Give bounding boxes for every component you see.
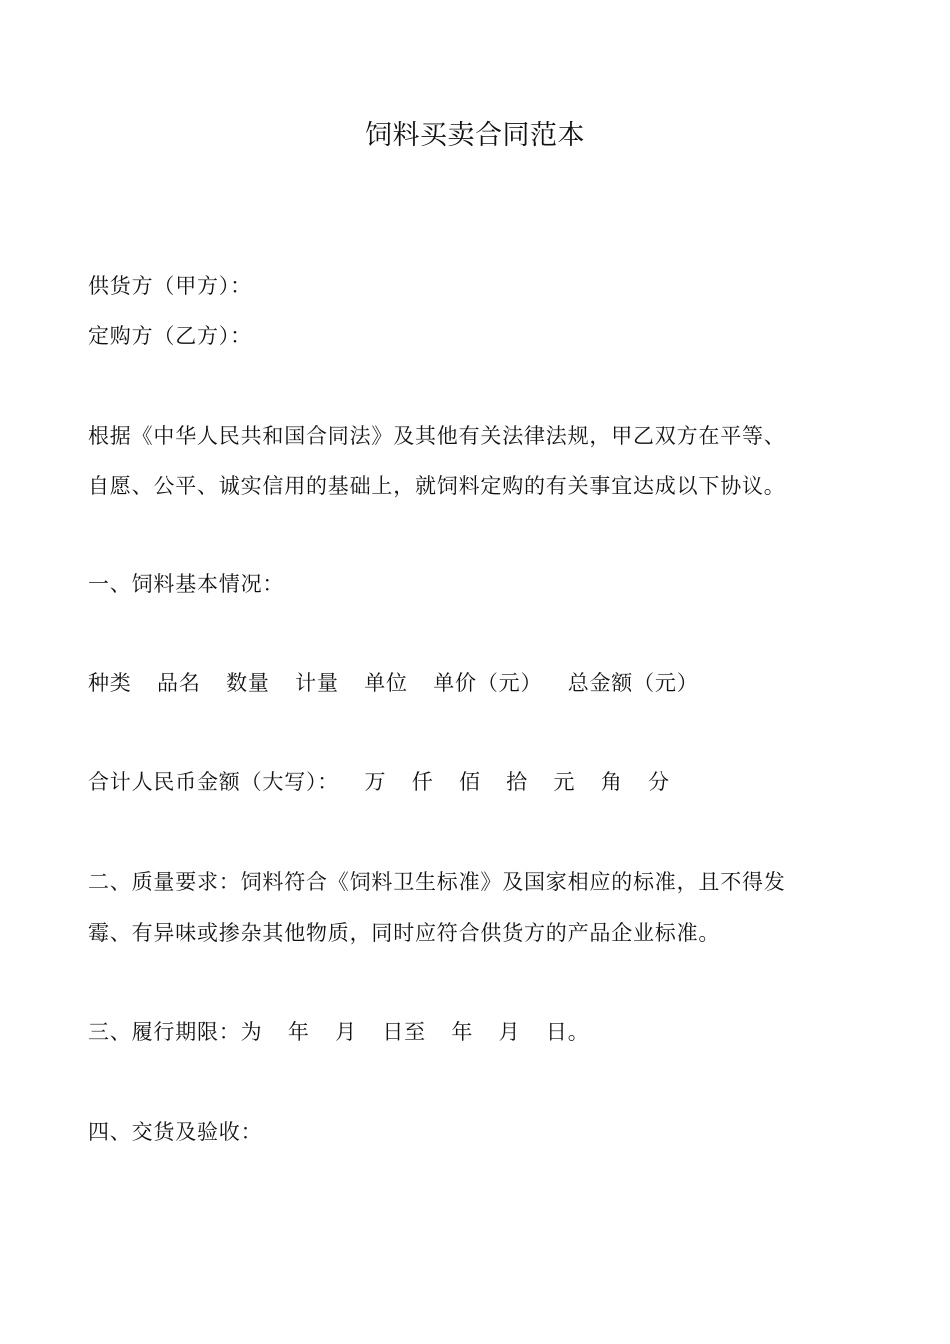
- supplier-label: 供货方（甲方）：: [88, 274, 252, 298]
- section-1-heading: 一、饲料基本情况：: [88, 572, 285, 596]
- total-amount-line: 合计人民币金额（大写）： 万 仟 佰 拾 元 角 分: [88, 770, 670, 794]
- document-title: 饲料买卖合同范本: [365, 120, 585, 151]
- section-2-line-2: 霉、有异味或掺杂其他物质，同时应符合供货方的产品企业标准。: [88, 921, 721, 945]
- preamble-line-1: 根据《中华人民共和国合同法》及其他有关法律法规，甲乙双方在平等、: [88, 424, 786, 448]
- preamble-line-2: 自愿、公平、诚实信用的基础上，就饲料定购的有关事宜达成以下协议。: [88, 474, 786, 498]
- section-4-heading: 四、交货及验收：: [88, 1120, 263, 1144]
- section-3-term: 三、履行期限：为 年 月 日至 年 月 日。: [88, 1020, 590, 1044]
- section-2-line-1: 二、质量要求：饲料符合《饲料卫生标准》及国家相应的标准，且不得发: [88, 870, 786, 894]
- buyer-label: 定购方（乙方）：: [88, 324, 252, 348]
- feed-table-header: 种类 品名 数量 计量 单位 单价（元） 总金额（元）: [88, 671, 699, 695]
